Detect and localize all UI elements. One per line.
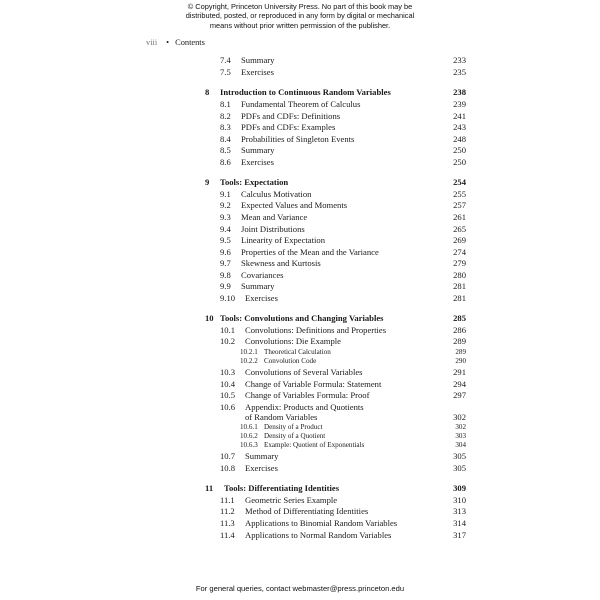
toc-title: Change of Variables Formula: Proof (245, 390, 370, 400)
toc-number: 7.5 (220, 67, 231, 77)
toc-title: Summary (241, 281, 275, 291)
toc-page: 302 (453, 412, 466, 422)
toc-number: 10.1 (220, 325, 236, 335)
toc-title: Skewness and Kurtosis (241, 258, 321, 268)
toc-number: 8.6 (220, 157, 231, 167)
toc-subentry (0, 356, 600, 367)
toc-number: 9.8 (220, 270, 231, 280)
toc-entry (0, 258, 600, 269)
toc-page: 289 (453, 336, 466, 346)
toc-entry (0, 99, 600, 110)
toc-number: 7.4 (220, 55, 231, 65)
toc-page: 280 (453, 270, 466, 280)
toc-number: 8.5 (220, 145, 231, 155)
toc-entry (0, 379, 600, 390)
toc-page: 290 (455, 357, 466, 365)
toc-entry (0, 518, 600, 529)
toc-entry (0, 506, 600, 517)
toc-page: 309 (453, 483, 466, 493)
toc-entry (0, 134, 600, 145)
toc-title: Tools: Expectation (220, 177, 289, 187)
toc-number: 9.10 (220, 293, 236, 303)
toc-entry (0, 293, 600, 304)
toc-page: 317 (453, 530, 466, 540)
toc-number: 9.5 (220, 235, 231, 245)
toc-title: Probabilities of Singleton Events (241, 134, 355, 144)
toc-number: 8 (205, 87, 210, 97)
toc-number: 8.3 (220, 122, 231, 132)
toc-page: 274 (453, 247, 466, 257)
toc-title: Fundamental Theorem of Calculus (241, 99, 361, 109)
toc-page: 279 (453, 258, 466, 268)
toc-number: 10.5 (220, 390, 236, 400)
copyright-line: © Copyright, Princeton University Press. No part of this book may be (187, 2, 413, 11)
toc-title: Convolutions: Definitions and Properties (245, 325, 387, 335)
toc-page: 250 (453, 157, 466, 167)
toc-number: 8.1 (220, 99, 231, 109)
toc-title: Convolutions: Die Example (245, 336, 341, 346)
toc-page: 241 (453, 111, 466, 121)
toc-page: 303 (455, 432, 466, 440)
toc-number: 9.2 (220, 200, 231, 210)
toc-entry (0, 212, 600, 223)
toc-number: 9.1 (220, 189, 231, 199)
toc-number: 10.4 (220, 379, 236, 389)
toc-number: 10.3 (220, 367, 236, 377)
toc-page: 289 (455, 348, 466, 356)
toc-title: Example: Quotient of Exponentials (264, 441, 365, 449)
toc-title: Tools: Differentiating Identities (224, 483, 340, 493)
toc-number: 10.2 (220, 336, 236, 346)
toc-subentry (0, 440, 600, 451)
toc-title: Exercises (245, 293, 278, 303)
toc-number: 9.4 (220, 224, 231, 234)
toc-page: 254 (453, 177, 466, 187)
toc-page: 257 (453, 200, 466, 210)
toc-page: 235 (453, 67, 466, 77)
toc-page: 305 (453, 463, 466, 473)
toc-title: Covariances (241, 270, 284, 280)
toc-entry (0, 67, 600, 78)
toc-entry (0, 224, 600, 235)
toc-page: 294 (453, 379, 466, 389)
toc-page: 310 (453, 495, 466, 505)
toc-entry (0, 247, 600, 258)
toc-title: Summary (241, 55, 275, 65)
toc-page: 285 (453, 313, 466, 323)
toc-page: 265 (453, 224, 466, 234)
toc-entry (0, 336, 600, 347)
toc-number: 8.2 (220, 111, 231, 121)
toc-entry (0, 157, 600, 168)
toc-page: 243 (453, 122, 466, 132)
toc-chapter (0, 87, 600, 98)
toc-page: 238 (453, 87, 466, 97)
toc-page: 297 (453, 390, 466, 400)
toc-number: 10.6.2 (240, 432, 258, 440)
toc-title: Summary (241, 145, 275, 155)
toc-title: Density of a Quotient (264, 432, 326, 440)
toc-chapter (0, 177, 600, 188)
toc-number: 11.3 (220, 518, 235, 528)
toc-entry (0, 189, 600, 200)
toc-entry (0, 200, 600, 211)
toc-number: 9.3 (220, 212, 231, 222)
toc-entry (0, 281, 600, 292)
toc-number: 11 (205, 483, 214, 493)
toc-title: Method of Differentiating Identities (245, 506, 369, 516)
toc-number: 10.6 (220, 402, 236, 412)
toc-title: of Random Variables (245, 412, 318, 422)
toc-page: 250 (453, 145, 466, 155)
toc-page: 239 (453, 99, 466, 109)
toc-number: 9.9 (220, 281, 231, 291)
toc-title: Exercises (245, 463, 278, 473)
toc-title: Calculus Motivation (241, 189, 312, 199)
toc-title: Properties of the Mean and the Variance (241, 247, 379, 257)
toc-number: 10.7 (220, 451, 236, 461)
toc-page: 261 (453, 212, 466, 222)
toc-number: 10.2.1 (240, 348, 258, 356)
toc-page: 305 (453, 451, 466, 461)
toc-number: 9.7 (220, 258, 231, 268)
toc-number: 9 (205, 177, 210, 187)
toc-number: 10.6.3 (240, 441, 258, 449)
toc-chapter (0, 483, 600, 494)
toc-title: Tools: Convolutions and Changing Variables (220, 313, 384, 323)
toc-page: 304 (455, 441, 466, 449)
toc-number: 10.8 (220, 463, 236, 473)
toc-page: 269 (453, 235, 466, 245)
toc-title: Theoretical Calculation (264, 348, 331, 356)
toc-title: Change of Variable Formula: Statement (245, 379, 382, 389)
toc-page: 281 (453, 281, 466, 291)
toc-page: 313 (453, 506, 466, 516)
toc-entry (0, 495, 600, 506)
toc-number: 8.4 (220, 134, 231, 144)
toc-title: Exercises (241, 67, 274, 77)
toc-title: Joint Distributions (241, 224, 305, 234)
toc-page: 291 (453, 367, 466, 377)
toc-title: Geometric Series Example (245, 495, 338, 505)
bullet-separator: • (166, 38, 170, 47)
toc-page: 281 (453, 293, 466, 303)
toc-entry (0, 145, 600, 156)
toc-title: Summary (245, 451, 279, 461)
toc-entry (0, 235, 600, 246)
toc-entry (0, 367, 600, 378)
toc-page: 314 (453, 518, 466, 528)
toc-page: 302 (455, 423, 466, 431)
running-head-title: Contents (175, 38, 205, 47)
toc-number: 11.1 (220, 495, 235, 505)
toc-entry (0, 463, 600, 474)
toc-page: 286 (453, 325, 466, 335)
toc-page: 255 (453, 189, 466, 199)
toc-title: Density of a Product (264, 423, 323, 431)
toc-title: Mean and Variance (241, 212, 308, 222)
toc-title: PDFs and CDFs: Examples (241, 122, 336, 132)
toc-number: 10.6.1 (240, 423, 258, 431)
toc-title: Introduction to Continuous Random Variables (220, 87, 391, 97)
toc-title: Expected Values and Moments (241, 200, 348, 210)
toc-entry (0, 451, 600, 462)
toc-chapter (0, 313, 600, 324)
toc-entry (0, 390, 600, 401)
toc-entry (0, 530, 600, 541)
toc-number: 10.2.2 (240, 357, 258, 365)
toc-title: PDFs and CDFs: Definitions (241, 111, 341, 121)
toc-entry (0, 111, 600, 122)
toc-page: 233 (453, 55, 466, 65)
footer-contact: For general queries, contact webmaster@press.princeton.edu (195, 584, 405, 593)
toc-title: Convolutions of Several Variables (245, 367, 363, 377)
copyright-line: means without prior written permission of the publisher. (209, 20, 391, 30)
toc-number: 9.6 (220, 247, 231, 257)
toc-title: Applications to Normal Random Variables (245, 530, 392, 540)
toc-number: 10 (205, 313, 214, 323)
toc-entry (0, 55, 600, 66)
toc-title: Linearity of Expectation (241, 235, 325, 245)
toc-number: 11.4 (220, 530, 235, 540)
toc-title: Convolution Code (264, 357, 317, 365)
toc-title: Applications to Binomial Random Variables (245, 518, 398, 528)
toc-entry (0, 325, 600, 336)
toc-entry (0, 122, 600, 133)
toc-number: 11.2 (220, 506, 235, 516)
toc-page: 248 (453, 134, 466, 144)
toc-title: Appendix: Products and Quotients (245, 402, 364, 412)
toc-entry (0, 270, 600, 281)
copyright-line: distributed, posted, or reproduced in any form by digital or mechanical (185, 11, 415, 21)
toc-title: Exercises (241, 157, 274, 167)
page-number: viii (146, 38, 158, 47)
